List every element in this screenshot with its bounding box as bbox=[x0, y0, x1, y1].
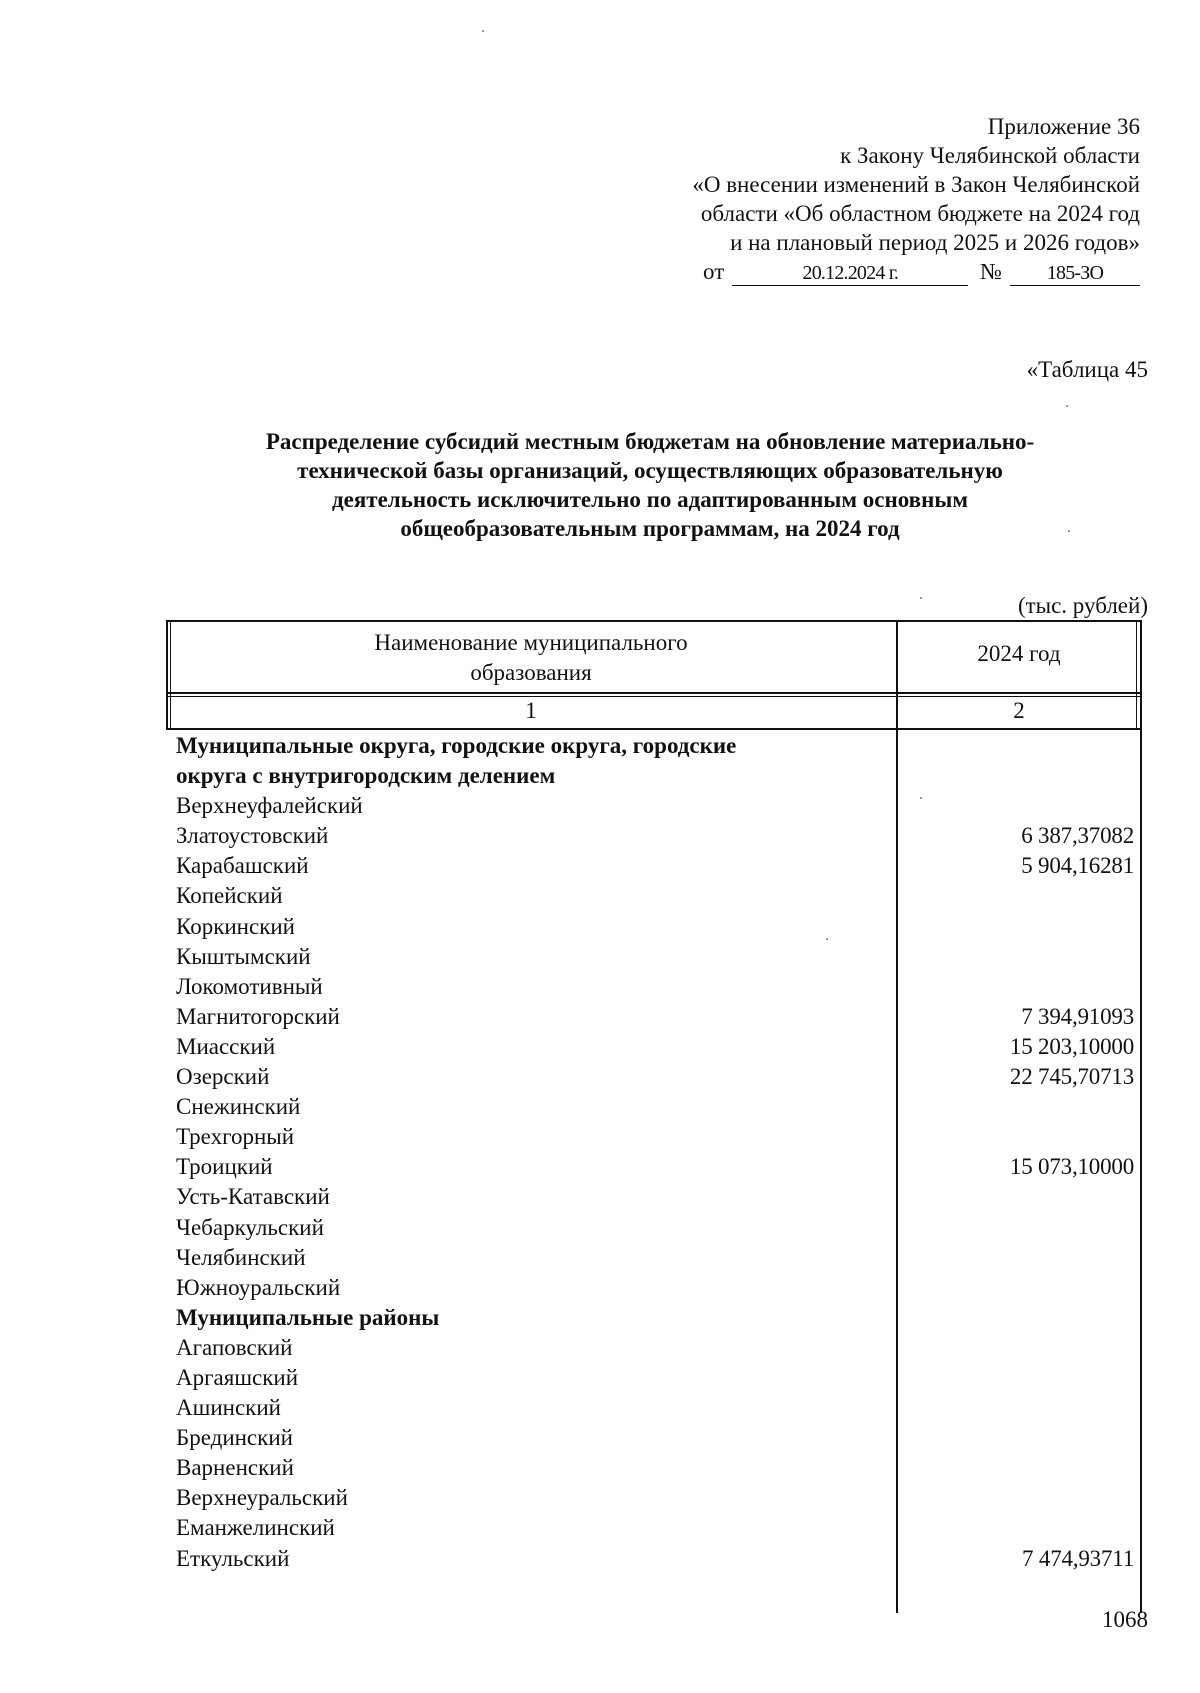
table-row bbox=[174, 761, 1134, 791]
municipality-name: Брединский bbox=[176, 1425, 293, 1451]
subsidy-amount: 22 745,70713 bbox=[1009, 1064, 1134, 1090]
header-line: к Закону Челябинской области bbox=[840, 143, 1140, 168]
header-line: «О внесении изменений в Закон Челябинской bbox=[692, 172, 1140, 197]
municipality-name: Миасский bbox=[176, 1033, 276, 1059]
column-number-1: 1 bbox=[525, 698, 537, 723]
table-row bbox=[174, 1032, 1134, 1062]
table-row bbox=[174, 1453, 1134, 1483]
table-row bbox=[174, 881, 1134, 911]
page-number: 1068 bbox=[1102, 1607, 1148, 1632]
table-row bbox=[174, 972, 1134, 1002]
appendix-header bbox=[520, 112, 1140, 286]
table-row bbox=[174, 1213, 1134, 1243]
column-header-line: Наименование муниципального bbox=[374, 630, 688, 655]
municipality-name: Южноуральский bbox=[176, 1274, 341, 1300]
table-row bbox=[174, 1152, 1134, 1182]
municipality-name: Агаповский bbox=[176, 1334, 293, 1360]
municipality-name: Копейский bbox=[176, 883, 283, 909]
table-border bbox=[166, 728, 1142, 730]
municipality-name: Снежинский bbox=[176, 1094, 301, 1120]
municipality-name: Чебаркульский bbox=[176, 1214, 324, 1240]
from-label: от bbox=[703, 259, 725, 284]
table-row bbox=[174, 1182, 1134, 1212]
municipality-name: Еткульский bbox=[176, 1545, 290, 1571]
table-row bbox=[174, 731, 1134, 761]
table-row bbox=[174, 1333, 1134, 1363]
table-row bbox=[174, 791, 1134, 821]
municipality-name: Озерский bbox=[176, 1064, 270, 1090]
municipality-name: Муниципальные округа, городские округа, городские bbox=[176, 733, 737, 758]
column-header-name bbox=[166, 628, 896, 688]
column-header-year: 2024 год bbox=[977, 641, 1061, 666]
units-label: (тыс. рублей) bbox=[1017, 593, 1148, 618]
document-title bbox=[190, 427, 1110, 543]
table-row bbox=[174, 1002, 1134, 1032]
municipality-name: Муниципальные районы bbox=[176, 1304, 440, 1330]
table-border bbox=[166, 620, 1142, 622]
municipality-name: Локомотивный bbox=[176, 973, 323, 999]
header-line: области «Об областном бюджете на 2024 год bbox=[700, 201, 1140, 226]
municipality-name: Магнитогорский bbox=[176, 1003, 340, 1029]
subsidy-amount: 7 394,91093 bbox=[1021, 1003, 1134, 1029]
scan-speck bbox=[482, 30, 484, 32]
table-row bbox=[174, 851, 1134, 881]
subsidy-amount: 15 203,10000 bbox=[1009, 1033, 1134, 1059]
table-row bbox=[174, 1273, 1134, 1303]
municipality-name: округа с внутригородским делением bbox=[176, 763, 556, 789]
municipality-name: Верхнеуфалейский bbox=[176, 793, 363, 819]
municipality-name: Трехгорный bbox=[176, 1124, 295, 1150]
table-row bbox=[174, 1513, 1134, 1543]
table-label: «Таблица 45 bbox=[1026, 357, 1148, 382]
table-border bbox=[166, 692, 1142, 694]
subsidy-amount: 6 387,37082 bbox=[1021, 823, 1134, 849]
scan-speck bbox=[1066, 405, 1068, 407]
table-row bbox=[174, 1363, 1134, 1393]
number-label: № bbox=[980, 259, 1002, 284]
municipality-name: Челябинский bbox=[176, 1244, 306, 1270]
subsidy-amount: 5 904,16281 bbox=[1021, 853, 1134, 879]
title-line: Распределение субсидий местным бюджетам на обновление материально- bbox=[265, 429, 1035, 454]
table-row bbox=[174, 1092, 1134, 1122]
table-row bbox=[174, 1544, 1134, 1574]
column-header-line: образования bbox=[470, 660, 592, 685]
column-number-2: 2 bbox=[1013, 698, 1025, 723]
municipality-name: Троицкий bbox=[176, 1154, 273, 1180]
title-line: общеобразовательным программам, на 2024 год bbox=[400, 516, 900, 541]
title-line: технической базы организаций, осуществляющих образовательную bbox=[297, 458, 1003, 483]
table-row bbox=[174, 1303, 1134, 1333]
municipality-name: Аргаяшский bbox=[176, 1364, 299, 1390]
municipality-name: Златоустовский bbox=[176, 823, 329, 849]
table-row bbox=[174, 1423, 1134, 1453]
municipality-name: Кыштымский bbox=[176, 943, 311, 969]
table-row bbox=[174, 1243, 1134, 1273]
table-row bbox=[174, 912, 1134, 942]
table-row bbox=[174, 1393, 1134, 1423]
municipality-name: Верхнеуральский bbox=[176, 1485, 348, 1511]
table-row bbox=[174, 1483, 1134, 1513]
header-line: Приложение 36 bbox=[987, 114, 1140, 139]
municipality-name: Варненский bbox=[176, 1455, 294, 1481]
law-number: 185-ЗО bbox=[1010, 261, 1140, 286]
subsidy-amount: 15 073,10000 bbox=[1009, 1154, 1134, 1180]
subsidy-table bbox=[166, 620, 1142, 1613]
table-border bbox=[1140, 730, 1142, 1613]
table-row bbox=[174, 1062, 1134, 1092]
table-body bbox=[174, 731, 1134, 1574]
table-row bbox=[174, 1122, 1134, 1152]
subsidy-amount: 7 474,93711 bbox=[1022, 1545, 1134, 1571]
title-line: деятельность исключительно по адаптированным основным bbox=[332, 487, 968, 512]
law-date: 20.12.2024 г. bbox=[732, 261, 968, 286]
municipality-name: Карабашский bbox=[176, 853, 309, 879]
table-row bbox=[174, 942, 1134, 972]
municipality-name: Ашинский bbox=[176, 1395, 281, 1421]
table-row bbox=[174, 821, 1134, 851]
header-line: и на плановый период 2025 и 2026 годов» bbox=[730, 230, 1140, 255]
municipality-name: Еманжелинский bbox=[176, 1515, 335, 1541]
municipality-name: Усть-Катавский bbox=[176, 1184, 330, 1210]
municipality-name: Коркинский bbox=[176, 913, 295, 939]
date-number-line bbox=[520, 257, 1140, 286]
scan-speck bbox=[920, 597, 922, 599]
